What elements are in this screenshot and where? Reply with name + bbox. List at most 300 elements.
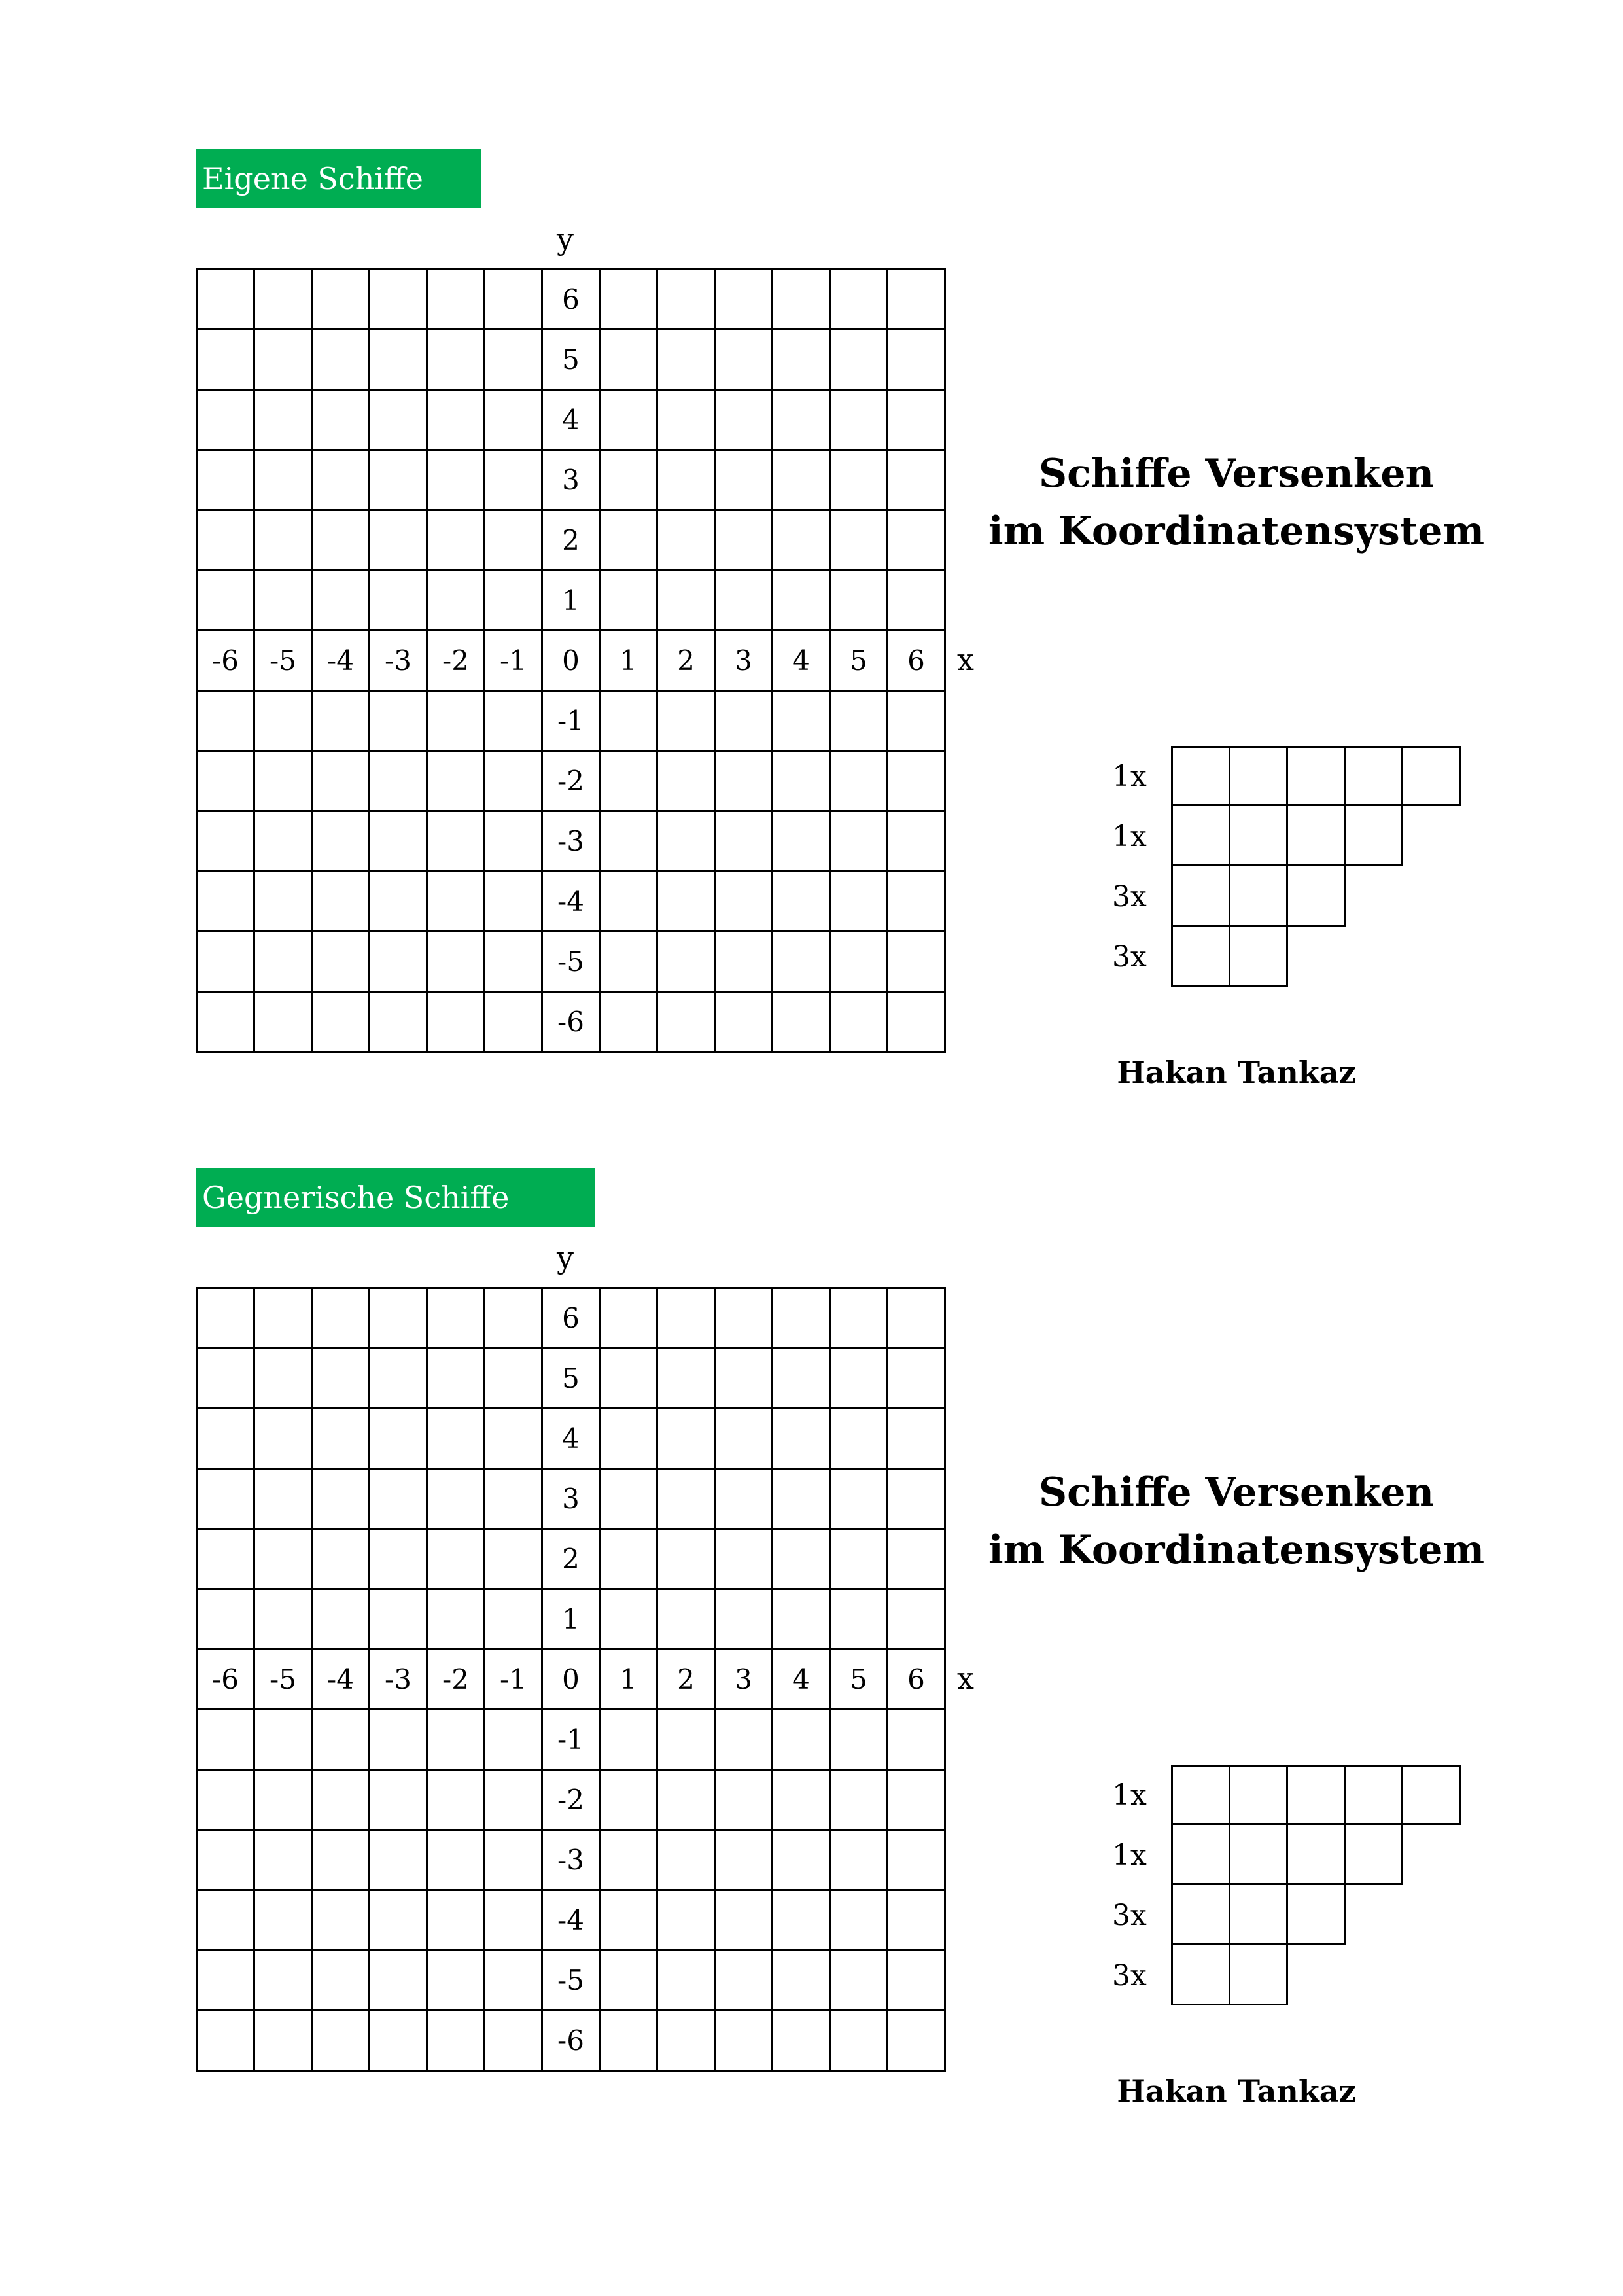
grid-cell[interactable] xyxy=(485,1590,543,1650)
grid-cell[interactable] xyxy=(428,571,485,631)
grid-cell[interactable] xyxy=(601,1409,658,1470)
grid-cell[interactable] xyxy=(773,1891,831,1951)
x-tick-cell[interactable]: 5 xyxy=(831,631,888,692)
grid-cell[interactable] xyxy=(658,752,716,812)
grid-cell[interactable] xyxy=(313,1771,370,1831)
grid-cell[interactable] xyxy=(198,1771,255,1831)
x-tick-cell[interactable]: 4 xyxy=(773,1650,831,1710)
x-tick-cell[interactable]: -2 xyxy=(428,631,485,692)
grid-cell[interactable] xyxy=(831,571,888,631)
grid-cell[interactable] xyxy=(370,1891,428,1951)
grid-cell[interactable] xyxy=(658,1409,716,1470)
grid-cell[interactable] xyxy=(485,692,543,752)
grid-cell[interactable] xyxy=(601,692,658,752)
grid-cell[interactable] xyxy=(485,872,543,932)
grid-cell[interactable] xyxy=(773,1409,831,1470)
grid-cell[interactable] xyxy=(370,812,428,872)
grid-cell[interactable] xyxy=(773,391,831,451)
grid-cell[interactable] xyxy=(831,270,888,330)
grid-cell[interactable] xyxy=(255,511,313,571)
grid-cell[interactable] xyxy=(485,1831,543,1891)
grid-cell[interactable] xyxy=(831,1409,888,1470)
y-tick-cell[interactable]: 1 xyxy=(543,571,601,631)
y-tick-cell[interactable]: 3 xyxy=(543,1470,601,1530)
grid-cell[interactable] xyxy=(313,872,370,932)
grid-cell[interactable] xyxy=(716,1409,773,1470)
grid-cell[interactable] xyxy=(716,571,773,631)
x-tick-cell[interactable]: -1 xyxy=(485,631,543,692)
grid-cell[interactable] xyxy=(198,270,255,330)
grid-cell[interactable] xyxy=(831,1289,888,1349)
grid-cell[interactable] xyxy=(773,1831,831,1891)
grid-cell[interactable] xyxy=(255,1590,313,1650)
grid-cell[interactable] xyxy=(716,330,773,391)
grid-cell[interactable] xyxy=(255,1831,313,1891)
grid-cell[interactable] xyxy=(716,1530,773,1590)
grid-cell[interactable] xyxy=(601,1530,658,1590)
grid-cell[interactable] xyxy=(198,1891,255,1951)
grid-cell[interactable] xyxy=(313,330,370,391)
grid-cell[interactable] xyxy=(773,1710,831,1771)
grid-cell[interactable] xyxy=(313,451,370,511)
grid-cell[interactable] xyxy=(198,1289,255,1349)
grid-cell[interactable] xyxy=(428,812,485,872)
grid-cell[interactable] xyxy=(428,872,485,932)
grid-cell[interactable] xyxy=(428,1771,485,1831)
grid-cell[interactable] xyxy=(773,752,831,812)
grid-cell[interactable] xyxy=(716,1771,773,1831)
grid-cell[interactable] xyxy=(428,1891,485,1951)
grid-cell[interactable] xyxy=(485,1891,543,1951)
grid-cell[interactable] xyxy=(370,330,428,391)
y-tick-cell[interactable]: 4 xyxy=(543,391,601,451)
grid-cell[interactable] xyxy=(428,511,485,571)
x-tick-cell[interactable]: 3 xyxy=(716,631,773,692)
grid-cell[interactable] xyxy=(428,1831,485,1891)
grid-cell[interactable] xyxy=(831,330,888,391)
grid-cell[interactable] xyxy=(658,2011,716,2072)
x-tick-cell[interactable]: 5 xyxy=(831,1650,888,1710)
grid-cell[interactable] xyxy=(888,391,946,451)
grid-cell[interactable] xyxy=(198,1831,255,1891)
y-tick-cell[interactable]: -4 xyxy=(543,872,601,932)
grid-cell[interactable] xyxy=(370,1409,428,1470)
grid-cell[interactable] xyxy=(370,1590,428,1650)
grid-cell[interactable] xyxy=(773,1590,831,1650)
grid-cell[interactable] xyxy=(773,330,831,391)
grid-cell[interactable] xyxy=(888,932,946,993)
y-tick-cell[interactable]: -5 xyxy=(543,932,601,993)
grid-cell[interactable] xyxy=(255,932,313,993)
y-tick-cell[interactable]: -5 xyxy=(543,1951,601,2011)
grid-cell[interactable] xyxy=(601,1349,658,1409)
grid-cell[interactable] xyxy=(888,1590,946,1650)
grid-cell[interactable] xyxy=(370,872,428,932)
grid-cell[interactable] xyxy=(831,1470,888,1530)
grid-cell[interactable] xyxy=(601,330,658,391)
grid-cell[interactable] xyxy=(485,812,543,872)
y-tick-cell[interactable]: -1 xyxy=(543,1710,601,1771)
grid-cell[interactable] xyxy=(370,1470,428,1530)
grid-cell[interactable] xyxy=(485,1409,543,1470)
x-tick-cell[interactable]: 6 xyxy=(888,631,946,692)
grid-cell[interactable] xyxy=(658,1470,716,1530)
grid-cell[interactable] xyxy=(313,391,370,451)
grid-cell[interactable] xyxy=(773,2011,831,2072)
grid-cell[interactable] xyxy=(658,451,716,511)
grid-cell[interactable] xyxy=(658,330,716,391)
grid-cell[interactable] xyxy=(716,692,773,752)
grid-cell[interactable] xyxy=(601,1289,658,1349)
grid-cell[interactable] xyxy=(198,451,255,511)
grid-cell[interactable] xyxy=(831,511,888,571)
grid-cell[interactable] xyxy=(716,1349,773,1409)
grid-cell[interactable] xyxy=(773,1771,831,1831)
grid-cell[interactable] xyxy=(831,1891,888,1951)
grid-cell[interactable] xyxy=(255,692,313,752)
grid-cell[interactable] xyxy=(831,1349,888,1409)
grid-cell[interactable] xyxy=(313,1470,370,1530)
y-tick-cell[interactable]: -4 xyxy=(543,1891,601,1951)
grid-cell[interactable] xyxy=(831,692,888,752)
y-tick-cell[interactable]: 5 xyxy=(543,1349,601,1409)
y-tick-cell[interactable]: -1 xyxy=(543,692,601,752)
grid-cell[interactable] xyxy=(428,1409,485,1470)
grid-cell[interactable] xyxy=(198,571,255,631)
grid-cell[interactable] xyxy=(313,752,370,812)
grid-cell[interactable] xyxy=(370,1831,428,1891)
grid-cell[interactable] xyxy=(485,270,543,330)
grid-cell[interactable] xyxy=(255,752,313,812)
grid-cell[interactable] xyxy=(485,1289,543,1349)
grid-cell[interactable] xyxy=(888,330,946,391)
grid-cell[interactable] xyxy=(485,1771,543,1831)
grid-cell[interactable] xyxy=(773,1530,831,1590)
grid-cell[interactable] xyxy=(716,752,773,812)
grid-cell[interactable] xyxy=(313,1349,370,1409)
x-tick-cell[interactable]: -6 xyxy=(198,1650,255,1710)
grid-cell[interactable] xyxy=(485,571,543,631)
grid-cell[interactable] xyxy=(370,1710,428,1771)
grid-cell[interactable] xyxy=(773,1289,831,1349)
x-tick-cell[interactable]: -4 xyxy=(313,1650,370,1710)
grid-cell[interactable] xyxy=(773,1951,831,2011)
x-tick-cell[interactable]: -4 xyxy=(313,631,370,692)
grid-cell[interactable] xyxy=(601,1710,658,1771)
grid-cell[interactable] xyxy=(255,1951,313,2011)
grid-cell[interactable] xyxy=(428,752,485,812)
grid-cell[interactable] xyxy=(198,692,255,752)
grid-cell[interactable] xyxy=(485,932,543,993)
grid-cell[interactable] xyxy=(716,872,773,932)
grid-cell[interactable] xyxy=(428,1710,485,1771)
grid-cell[interactable] xyxy=(716,1590,773,1650)
grid-cell[interactable] xyxy=(773,812,831,872)
grid-cell[interactable] xyxy=(255,1289,313,1349)
grid-cell[interactable] xyxy=(255,1530,313,1590)
grid-cell[interactable] xyxy=(716,270,773,330)
grid-cell[interactable] xyxy=(831,1530,888,1590)
y-tick-cell[interactable]: 2 xyxy=(543,511,601,571)
grid-cell[interactable] xyxy=(716,1470,773,1530)
grid-cell[interactable] xyxy=(773,511,831,571)
grid-cell[interactable] xyxy=(255,451,313,511)
grid-cell[interactable] xyxy=(313,1710,370,1771)
grid-cell[interactable] xyxy=(716,1831,773,1891)
grid-cell[interactable] xyxy=(601,451,658,511)
grid-cell[interactable] xyxy=(831,1590,888,1650)
grid-cell[interactable] xyxy=(601,2011,658,2072)
grid-cell[interactable] xyxy=(198,752,255,812)
y-tick-cell[interactable]: -3 xyxy=(543,1831,601,1891)
grid-cell[interactable] xyxy=(831,451,888,511)
grid-cell[interactable] xyxy=(485,1951,543,2011)
grid-cell[interactable] xyxy=(716,932,773,993)
grid-cell[interactable] xyxy=(888,812,946,872)
grid-cell[interactable] xyxy=(198,1530,255,1590)
grid-cell[interactable] xyxy=(888,1831,946,1891)
x-tick-cell[interactable]: 1 xyxy=(601,631,658,692)
grid-cell[interactable] xyxy=(485,1470,543,1530)
grid-cell[interactable] xyxy=(601,571,658,631)
grid-cell[interactable] xyxy=(888,571,946,631)
grid-cell[interactable] xyxy=(370,270,428,330)
grid-cell[interactable] xyxy=(255,872,313,932)
x-tick-cell[interactable]: 2 xyxy=(658,631,716,692)
grid-cell[interactable] xyxy=(370,1771,428,1831)
grid-cell[interactable] xyxy=(255,1409,313,1470)
y-tick-cell[interactable]: -6 xyxy=(543,993,601,1053)
y-tick-cell[interactable]: -2 xyxy=(543,752,601,812)
grid-cell[interactable] xyxy=(313,1951,370,2011)
grid-cell[interactable] xyxy=(198,1951,255,2011)
grid-cell[interactable] xyxy=(658,511,716,571)
grid-cell[interactable] xyxy=(428,1590,485,1650)
grid-cell[interactable] xyxy=(198,2011,255,2072)
grid-cell[interactable] xyxy=(888,511,946,571)
grid-cell[interactable] xyxy=(313,1590,370,1650)
grid-cell[interactable] xyxy=(255,391,313,451)
grid-cell[interactable] xyxy=(255,1771,313,1831)
grid-cell[interactable] xyxy=(658,571,716,631)
grid-cell[interactable] xyxy=(773,451,831,511)
grid-cell[interactable] xyxy=(773,932,831,993)
grid-cell[interactable] xyxy=(658,812,716,872)
grid-cell[interactable] xyxy=(428,1951,485,2011)
grid-cell[interactable] xyxy=(370,752,428,812)
grid-cell[interactable] xyxy=(370,1289,428,1349)
grid-cell[interactable] xyxy=(370,692,428,752)
grid-cell[interactable] xyxy=(313,812,370,872)
grid-cell[interactable] xyxy=(255,812,313,872)
grid-cell[interactable] xyxy=(428,1530,485,1590)
x-tick-cell[interactable]: -5 xyxy=(255,1650,313,1710)
grid-cell[interactable] xyxy=(831,2011,888,2072)
grid-cell[interactable] xyxy=(716,1710,773,1771)
grid-cell[interactable] xyxy=(601,1590,658,1650)
grid-cell[interactable] xyxy=(313,1530,370,1590)
grid-cell[interactable] xyxy=(658,270,716,330)
grid-cell[interactable] xyxy=(198,330,255,391)
grid-cell[interactable] xyxy=(716,2011,773,2072)
grid-cell[interactable] xyxy=(255,270,313,330)
grid-cell[interactable] xyxy=(428,1349,485,1409)
grid-cell[interactable] xyxy=(888,752,946,812)
grid-cell[interactable] xyxy=(370,1530,428,1590)
grid-cell[interactable] xyxy=(658,1710,716,1771)
x-tick-cell[interactable]: 4 xyxy=(773,631,831,692)
x-tick-cell[interactable]: 3 xyxy=(716,1650,773,1710)
y-tick-cell[interactable]: 6 xyxy=(543,270,601,330)
grid-cell[interactable] xyxy=(428,451,485,511)
grid-cell[interactable] xyxy=(313,1891,370,1951)
grid-cell[interactable] xyxy=(831,812,888,872)
x-tick-cell[interactable]: 0 xyxy=(543,1650,601,1710)
grid-cell[interactable] xyxy=(198,511,255,571)
grid-cell[interactable] xyxy=(888,1409,946,1470)
grid-cell[interactable] xyxy=(485,2011,543,2072)
grid-cell[interactable] xyxy=(773,872,831,932)
grid-cell[interactable] xyxy=(831,391,888,451)
grid-cell[interactable] xyxy=(658,1590,716,1650)
grid-cell[interactable] xyxy=(485,511,543,571)
grid-cell[interactable] xyxy=(716,391,773,451)
grid-cell[interactable] xyxy=(198,1710,255,1771)
grid-cell[interactable] xyxy=(255,2011,313,2072)
x-tick-cell[interactable]: 6 xyxy=(888,1650,946,1710)
grid-cell[interactable] xyxy=(601,270,658,330)
grid-cell[interactable] xyxy=(198,391,255,451)
grid-cell[interactable] xyxy=(658,932,716,993)
grid-cell[interactable] xyxy=(485,752,543,812)
grid-cell[interactable] xyxy=(773,571,831,631)
x-tick-cell[interactable]: -6 xyxy=(198,631,255,692)
grid-cell[interactable] xyxy=(888,270,946,330)
grid-cell[interactable] xyxy=(773,692,831,752)
grid-cell[interactable] xyxy=(255,571,313,631)
grid-cell[interactable] xyxy=(716,1891,773,1951)
grid-cell[interactable] xyxy=(313,1409,370,1470)
grid-cell[interactable] xyxy=(370,571,428,631)
grid-cell[interactable] xyxy=(198,812,255,872)
grid-cell[interactable] xyxy=(658,1530,716,1590)
grid-cell[interactable] xyxy=(313,932,370,993)
x-tick-cell[interactable]: 1 xyxy=(601,1650,658,1710)
grid-cell[interactable] xyxy=(370,1349,428,1409)
grid-cell[interactable] xyxy=(313,270,370,330)
grid-cell[interactable] xyxy=(370,2011,428,2072)
x-tick-cell[interactable]: -5 xyxy=(255,631,313,692)
grid-cell[interactable] xyxy=(773,270,831,330)
grid-cell[interactable] xyxy=(888,1470,946,1530)
grid-cell[interactable] xyxy=(888,872,946,932)
grid-cell[interactable] xyxy=(888,1289,946,1349)
grid-cell[interactable] xyxy=(773,1349,831,1409)
x-tick-cell[interactable]: -3 xyxy=(370,1650,428,1710)
grid-cell[interactable] xyxy=(888,1530,946,1590)
grid-cell[interactable] xyxy=(428,270,485,330)
grid-cell[interactable] xyxy=(370,391,428,451)
grid-cell[interactable] xyxy=(658,1771,716,1831)
grid-cell[interactable] xyxy=(716,1289,773,1349)
grid-cell[interactable] xyxy=(658,1349,716,1409)
grid-cell[interactable] xyxy=(198,1349,255,1409)
grid-cell[interactable] xyxy=(255,1470,313,1530)
grid-cell[interactable] xyxy=(716,511,773,571)
grid-cell[interactable] xyxy=(313,511,370,571)
grid-cell[interactable] xyxy=(313,1289,370,1349)
x-tick-cell[interactable]: 0 xyxy=(543,631,601,692)
grid-cell[interactable] xyxy=(370,451,428,511)
grid-cell[interactable] xyxy=(601,932,658,993)
x-tick-cell[interactable]: -1 xyxy=(485,1650,543,1710)
grid-cell[interactable] xyxy=(313,692,370,752)
grid-cell[interactable] xyxy=(888,692,946,752)
grid-cell[interactable] xyxy=(428,1470,485,1530)
y-tick-cell[interactable]: 4 xyxy=(543,1409,601,1470)
grid-cell[interactable] xyxy=(255,1891,313,1951)
y-tick-cell[interactable]: 1 xyxy=(543,1590,601,1650)
grid-cell[interactable] xyxy=(428,2011,485,2072)
grid-cell[interactable] xyxy=(428,1289,485,1349)
grid-cell[interactable] xyxy=(428,932,485,993)
grid-cell[interactable] xyxy=(601,511,658,571)
grid-cell[interactable] xyxy=(485,451,543,511)
grid-cell[interactable] xyxy=(888,451,946,511)
grid-cell[interactable] xyxy=(831,932,888,993)
grid-cell[interactable] xyxy=(831,1831,888,1891)
grid-cell[interactable] xyxy=(888,1349,946,1409)
grid-cell[interactable] xyxy=(255,1710,313,1771)
y-tick-cell[interactable]: -6 xyxy=(543,2011,601,2072)
grid-cell[interactable] xyxy=(831,1710,888,1771)
grid-cell[interactable] xyxy=(370,932,428,993)
grid-cell[interactable] xyxy=(370,1951,428,2011)
grid-cell[interactable] xyxy=(485,1349,543,1409)
grid-cell[interactable] xyxy=(198,1470,255,1530)
grid-cell[interactable] xyxy=(313,1831,370,1891)
grid-cell[interactable] xyxy=(658,872,716,932)
y-tick-cell[interactable]: -2 xyxy=(543,1771,601,1831)
grid-cell[interactable] xyxy=(428,391,485,451)
y-tick-cell[interactable]: -3 xyxy=(543,812,601,872)
grid-cell[interactable] xyxy=(601,1470,658,1530)
grid-cell[interactable] xyxy=(485,1530,543,1590)
y-tick-cell[interactable]: 2 xyxy=(543,1530,601,1590)
grid-cell[interactable] xyxy=(198,1409,255,1470)
grid-cell[interactable] xyxy=(255,330,313,391)
grid-cell[interactable] xyxy=(658,391,716,451)
x-tick-cell[interactable]: -3 xyxy=(370,631,428,692)
grid-cell[interactable] xyxy=(313,2011,370,2072)
grid-cell[interactable] xyxy=(773,1470,831,1530)
grid-cell[interactable] xyxy=(888,1710,946,1771)
grid-cell[interactable] xyxy=(658,1891,716,1951)
grid-cell[interactable] xyxy=(601,1951,658,2011)
grid-cell[interactable] xyxy=(888,1891,946,1951)
grid-cell[interactable] xyxy=(198,872,255,932)
grid-cell[interactable] xyxy=(658,1831,716,1891)
grid-cell[interactable] xyxy=(485,391,543,451)
y-tick-cell[interactable]: 3 xyxy=(543,451,601,511)
grid-cell[interactable] xyxy=(485,330,543,391)
grid-cell[interactable] xyxy=(888,1951,946,2011)
grid-cell[interactable] xyxy=(601,391,658,451)
y-tick-cell[interactable]: 6 xyxy=(543,1289,601,1349)
grid-cell[interactable] xyxy=(601,872,658,932)
grid-cell[interactable] xyxy=(716,451,773,511)
grid-cell[interactable] xyxy=(888,2011,946,2072)
